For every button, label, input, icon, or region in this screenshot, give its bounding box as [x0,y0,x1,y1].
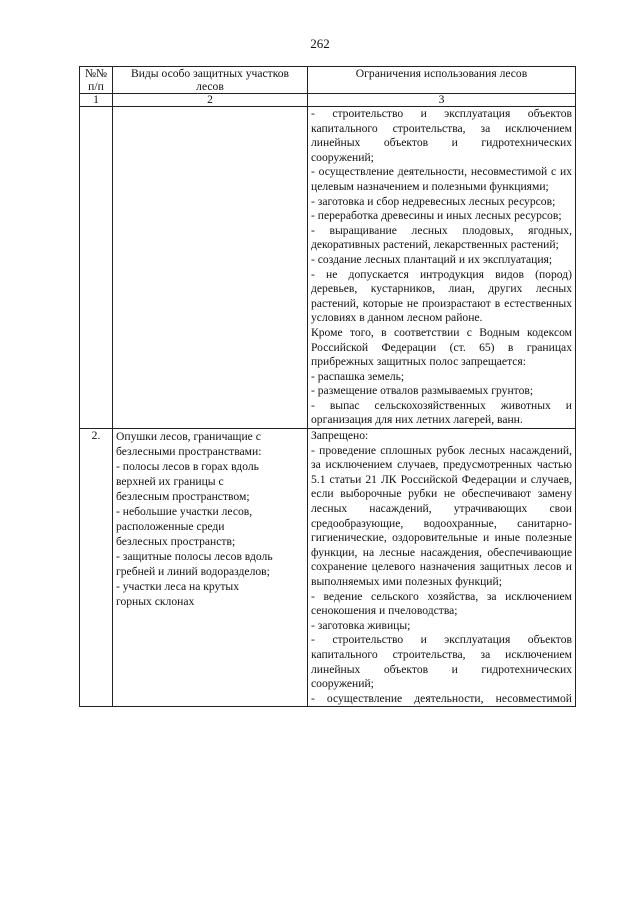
restriction-item: - осуществление деятельности, несовместимой с их целевым назначением и полезными функциями; [311,165,572,193]
restrictions-table [79,66,576,707]
restriction-item: - переработка древесины и иных лесных ресурсов; [311,209,562,223]
column-number-1: 1 [80,94,113,107]
restriction-item: - заготовка живицы; [311,618,411,632]
column-number-3: 3 [308,94,576,107]
forest-area-kind-line: гребней и линий водоразделов; [116,565,270,579]
restriction-item: - не допускается интродукция видов (пород) деревьев, кустарников, лиан, других лесных растений, которые не произрастают в естественных условиях в данном лесном районе. [311,267,572,325]
page-number: 262 [310,36,330,51]
restriction-item: - размещение отвалов размываемых грунтов; [311,384,534,398]
header-number: №№ п/п [80,67,113,94]
forest-area-kind-line: - полосы лесов в горах вдоль [116,460,259,474]
forest-area-kind-line: горных склонах [116,595,195,609]
restriction-item: - ведение сельского хозяйства, за исключением сенокошения и пчеловодства; [311,589,572,618]
restriction-item: - выпас сельскохозяйственных животных и организация для них летних лагерей, ванн. [311,398,572,427]
restriction-item: - заготовка и сбор недревесных лесных ресурсов; [311,194,556,208]
restriction-item: - создание лесных плантаций и их эксплуатация; [311,252,553,266]
forest-area-kind-cell [113,429,308,707]
table-header-row [80,67,576,94]
forest-area-kind-line: Опушки лесов, граничащие с [116,430,261,444]
restriction-item: - строительство и эксплуатация объектов капитального строительства, за исключением линейных объектов и гидротехнических сооружений; [311,107,572,164]
row-number-cell: 2. [80,429,113,707]
restriction-item: - строительство и эксплуатация объектов капитального строительства, за исключением линейных объектов и гидротехнических сооружений; [311,633,572,691]
forest-area-kind-line: расположенные среди [116,520,225,534]
forest-area-kind-cell [113,107,308,429]
restrictions-cell [308,107,576,429]
restriction-item: - распашка земель; [311,369,405,383]
forest-area-kind-line: безлесными пространствами: [116,445,262,459]
header-restrictions: Ограничения использования лесов [308,67,576,94]
column-number-2: 2 [113,94,308,107]
forest-area-kind-line: безлесных пространств; [116,535,236,549]
column-number-row [80,94,576,107]
restriction-item: - осуществление деятельности, несовместимой [311,691,572,705]
row-number-cell [80,107,113,429]
forest-area-kind-line: верхней их границы с [116,475,224,489]
forest-area-kind-line: - защитные полосы лесов вдоль [116,550,273,564]
restriction-item: - выращивание лесных плодовых, ягодных, декоративных растений, лекарственных растений; [311,223,572,252]
table-row [80,107,576,429]
table-row [80,429,576,707]
header-forest-area-kind: Виды особо защитных участков лесов [113,67,308,94]
forest-area-kind-line: - небольшие участки лесов, [116,505,253,519]
forest-area-kind-line: безлесным пространством; [116,490,250,504]
restrictions-cell [308,429,576,707]
restriction-item: Запрещено: [311,429,369,443]
restriction-item: Кроме того, в соответствии с Водным кодексом Российской Федерации (ст. 65) в границах прибрежных защитных полос запрещается: [311,325,572,369]
restriction-item: - проведение сплошных рубок лесных насаждений, за исключением случаев, предусмотренных частью 5.1 статьи 21 ЛК Российской Федерации и случаев, если выборочные рубки не обеспечивают замену лесных насаждений, утрачивающих свои средообразующие, водоохранные, санитарно-гигиенические, оздоровительные и иные полезные функции, на лесные насаждения, обеспечивающие сохранение целевого назначения защитных лесов и выполняемых ими полезных функций; [311,443,572,588]
forest-area-kind-line: - участки леса на крутых [116,580,240,594]
